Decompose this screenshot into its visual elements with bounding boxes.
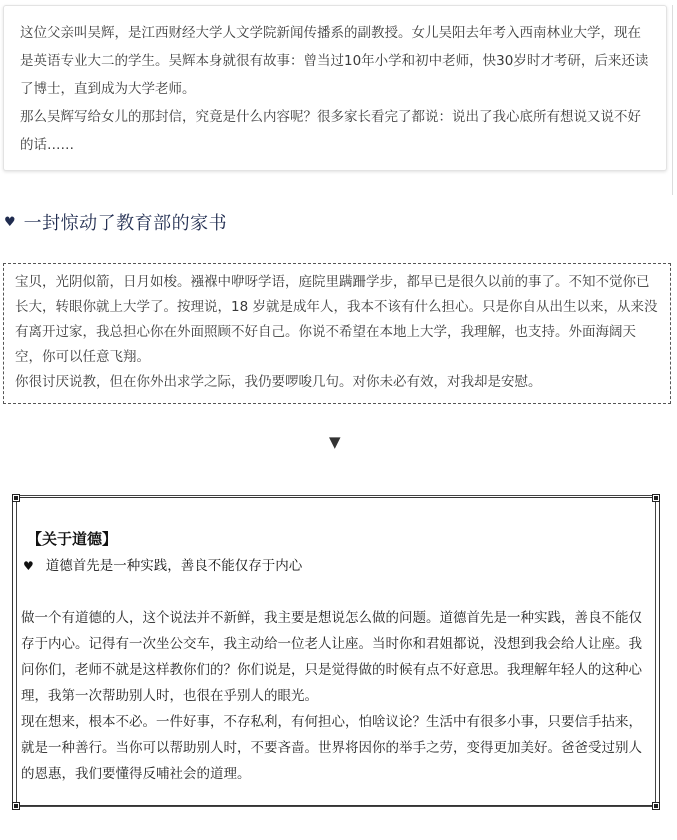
morality-paragraph-1: 做一个有道德的人，这个说法并不新鲜，我主要是想说怎么做的问题。道德首先是一种实践，善良不能仅存于内心。记得有一次坐公交车，我主动给一位老人让座。当时你和君姐都说，没想到我会给人让座。我问你们，老师不就是这样教你们的？你们说是，只是觉得做的时候有点不好意思。我理解年轻人的这种心理，我第一次帮助别人时，也很在乎别人的眼光。 [21,610,642,704]
right-edge-divider [672,5,673,195]
letter-quote-box [3,263,671,404]
morality-header [21,527,653,578]
heart-icon: ♥ [23,559,34,573]
intro-paragraph-2: 那么吴辉写给女儿的那封信，究竟是什么内容呢？很多家长看完了都说：说出了我心底所有想说又说不好的话…… [20,109,641,153]
intro-card [3,5,667,171]
letter-paragraph-2: 你很讨厌说教，但在你外出求学之际，我仍要啰唆几句。对你未必有效，对我却是安慰。 [15,374,542,390]
section-title: 一封惊动了教育部的家书 [23,213,228,234]
letter-paragraph-1: 宝贝，光阴似箭，日月如梭。襁褓中咿呀学语，庭院里蹒跚学步，都早已是很久以前的事了。不知不觉你已长大，转眼你就上大学了。按理说，18 岁就是成年人，我本不该有什么担心。只是你自从出生以来，从来没有离开过家，我总担心你在外面照顾不好自己。你说不希望在本地上大学，我理解，也支持。外面海阔天空，你可以任意飞翔。 [15,274,658,365]
section-heading [4,208,227,236]
frame-left-line [12,497,13,806]
corner-bottom-left-icon [12,802,20,810]
down-arrow-icon: ▼ [329,433,341,451]
morality-body [21,605,653,787]
corner-top-left-icon [12,494,20,502]
corner-bottom-right-icon [652,802,660,810]
morality-paragraph-2: 现在想来，根本不必。一件好事，不存私利，有何担心，怕啥议论？生活中有很多小事，只要信手拈来，就是一种善行。当你可以帮助别人时，不要吝啬。世界将因你的举手之劳，变得更加美好。爸爸受过别人的恩惠，我们要懂得反哺社会的道理。 [21,714,642,782]
morality-subtitle-row [21,554,653,578]
frame-right-line [659,497,660,806]
morality-subtitle: 道德首先是一种实践，善良不能仅存于内心 [45,558,303,574]
morality-title: 【关于道德】 [27,530,118,548]
intro-paragraph-1: 这位父亲叫吴辉，是江西财经大学人文学院新闻传播系的副教授。女儿吴阳去年考入西南林业大学，现在是英语专业大二的学生。吴辉本身就很有故事：曾当过10年小学和初中老师，快30岁时才考研，后来还读了博士，直到成为大学老师。 [20,25,649,97]
heart-icon: ♥ [4,214,16,230]
corner-top-right-icon [652,494,660,502]
